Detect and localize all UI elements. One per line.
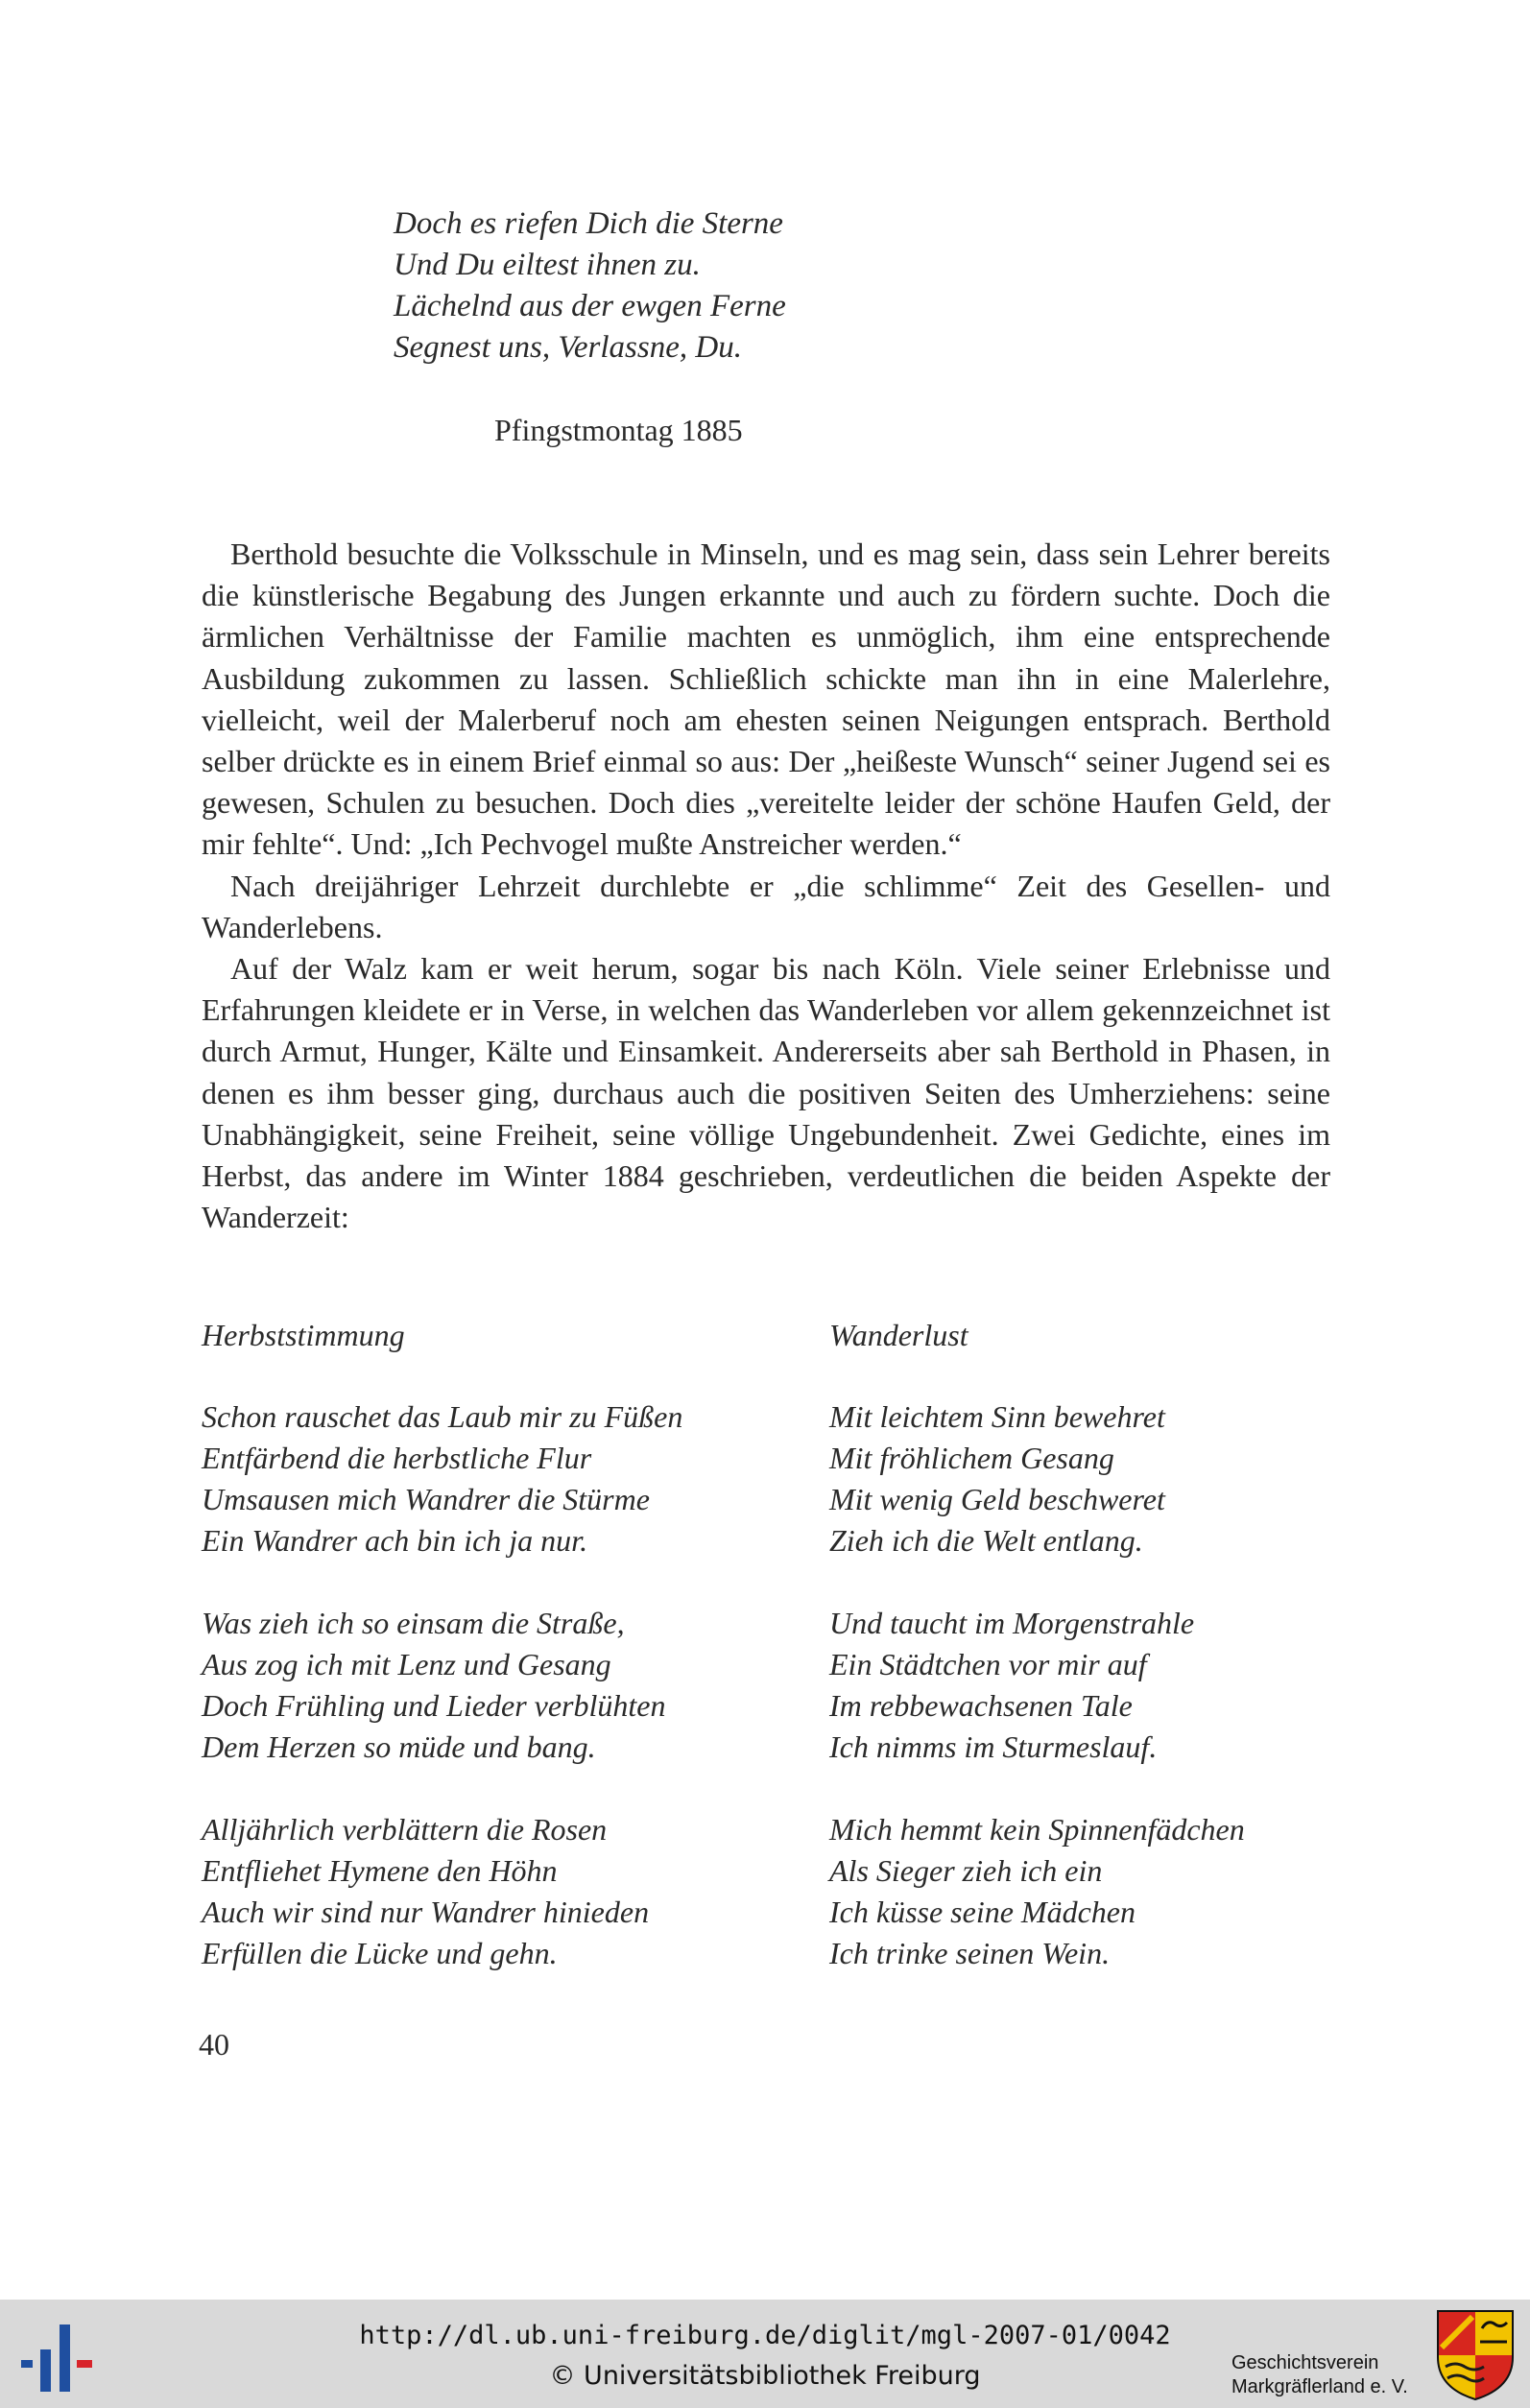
- poem-line: Doch Frühling und Lieder verblühten: [202, 1688, 666, 1723]
- poem-line: Und Du eiltest ihnen zu.: [394, 248, 701, 282]
- intro-poem: [394, 203, 786, 369]
- poem-line: Dem Herzen so müde und bang.: [202, 1729, 596, 1764]
- poem-line: Schon rauschet das Laub mir zu Füßen: [202, 1399, 683, 1434]
- poem-line: Im rebbewachsenen Tale: [829, 1688, 1133, 1723]
- paragraph: Auf der Walz kam er weit herum, sogar bis nach Köln. Viele seiner Erlebnisse und Erfahrungen kleidete er in Verse, in welchen das Wanderleben vor allem gekennzeichnet ist durch Armut, Hunger, Kälte und Einsamkeit. Andererseits aber sah Berthold in Phasen, in denen es ihm besser ging, durchaus auch die positiven Seiten des Umherziehens: seine Unabhängigkeit, seine Freiheit, seine völlige Ungebundenheit. Zwei Gedichte, eines im Herbst, das andere im Winter 1884 geschrieben, verdeutlichen die beiden Aspekte der Wanderzeit:: [202, 951, 1330, 1235]
- poem-line: Doch es riefen Dich die Sterne: [394, 206, 783, 241]
- stanza: [829, 1603, 1424, 1768]
- poem-line: Entfliehet Hymene den Höhn: [202, 1853, 558, 1888]
- document-url-link[interactable]: http://dl.ub.uni-freiburg.de/diglit/mgl-2007-01/0042: [359, 2321, 1171, 2350]
- stanza: [202, 1396, 797, 1562]
- coat-of-arms-icon: [1436, 2309, 1515, 2401]
- poem-line: Aus zog ich mit Lenz und Gesang: [202, 1647, 611, 1681]
- poem-line: Auch wir sind nur Wandrer hinieden: [202, 1895, 650, 1929]
- poem-line: Entfärbend die herbstliche Flur: [202, 1441, 592, 1475]
- poem-line: Zieh ich die Welt entlang.: [829, 1523, 1143, 1558]
- poem-title: Wanderlust: [829, 1318, 968, 1352]
- stanza: [202, 1809, 797, 1974]
- poem-line: Mit wenig Geld beschweret: [829, 1482, 1165, 1516]
- poem-title: Herbststimmung: [202, 1318, 405, 1352]
- poem-line: Ein Wandrer ach bin ich ja nur.: [202, 1523, 588, 1558]
- body-text: [202, 534, 1330, 1238]
- poem-wanderlust: [829, 1315, 1424, 2015]
- stanza: [829, 1809, 1424, 1974]
- poem-line: Ein Städtchen vor mir auf: [829, 1647, 1147, 1681]
- stanza: [202, 1603, 797, 1768]
- paragraph: Nach dreijähriger Lehrzeit durchlebte er „die schlimme“ Zeit des Gesellen- und Wanderlebens.: [202, 868, 1330, 944]
- poem-line: Was zieh ich so einsam die Straße,: [202, 1606, 625, 1640]
- poem-line: Umsausen mich Wandrer die Stürme: [202, 1482, 650, 1516]
- poem-herbststimmung: [202, 1315, 797, 2015]
- poem-line: Ich trinke seinen Wein.: [829, 1936, 1111, 1970]
- poem-line: Ich nimms im Sturmeslauf.: [829, 1729, 1158, 1764]
- poem-line: Ich küsse seine Mädchen: [829, 1895, 1136, 1929]
- stanza: [829, 1396, 1424, 1562]
- society-name: [1231, 2351, 1408, 2399]
- page-number: 40: [199, 2027, 229, 2062]
- copyright-text: © Universitätsbibliothek Freiburg: [549, 2361, 981, 2391]
- poem-date: Pfingstmontag 1885: [494, 413, 743, 447]
- poem-line: Mit leichtem Sinn bewehret: [829, 1399, 1165, 1434]
- paragraph: Berthold besuchte die Volksschule in Minseln, und es mag sein, dass sein Lehrer bereits die künstlerische Begabung des Jungen erkannte und auch zu fördern suchte. Doch die ärmlichen Verhältnisse der Familie machten es unmöglich, ihm eine entsprechende Ausbildung zukommen zu lassen. Schließlich schickte man ihn in eine Malerlehre, vielleicht, weil der Malerberuf noch am ehesten seinen Neigungen entsprach. Berthold selber drückte es in einem Brief einmal so aus: Der „heißeste Wunsch“ seiner Jugend sei es gewesen, Schulen zu besuchen. Doch dies „vereitelte leider der schöne Haufen Geld, der mir fehlte“. Und: „Ich Pechvogel mußte Anstreicher werden.“: [202, 536, 1330, 862]
- poem-line: Und taucht im Morgenstrahle: [829, 1606, 1195, 1640]
- poem-line: Lächelnd aus der ewgen Ferne: [394, 289, 786, 323]
- society-line: Markgräflerland e. V.: [1231, 2376, 1408, 2397]
- poem-line: Mit fröhlichem Gesang: [829, 1441, 1114, 1475]
- poem-line: Als Sieger zieh ich ein: [829, 1853, 1103, 1888]
- poem-line: Alljährlich verblättern die Rosen: [202, 1812, 608, 1847]
- poem-line: Erfüllen die Lücke und gehn.: [202, 1936, 558, 1970]
- society-line: Geschichtsverein: [1231, 2352, 1379, 2373]
- poem-line: Segnest uns, Verlassne, Du.: [394, 330, 742, 365]
- footer-bar: [0, 2300, 1530, 2408]
- poem-line: Mich hemmt kein Spinnenfädchen: [829, 1812, 1245, 1847]
